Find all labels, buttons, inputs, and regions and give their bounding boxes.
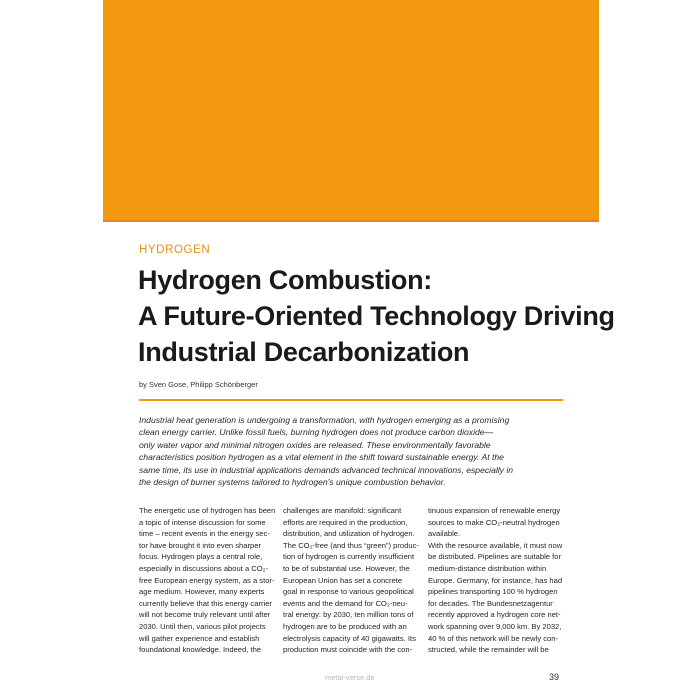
body-line: work spanning over 9,000 km. By 2032, <box>428 621 562 631</box>
abstract-line: characteristics position hydrogen as a vital element in the shift toward sustainable energy. At the <box>139 452 504 463</box>
body-line: The CO₂-free (and thus “green”) produc- <box>283 540 419 550</box>
body-line: 2030. Until then, various pilot projects <box>139 621 266 631</box>
body-line: The energetic use of hydrogen has been <box>139 506 276 515</box>
abstract-line: clean energy carrier. Unlike fossil fuels, burning hydrogen does not produce carbon dioxide— <box>139 427 494 438</box>
body-column-2 <box>283 505 418 656</box>
body-line: structed, while the remainder will be <box>428 645 549 655</box>
body-line: efforts are required in the production, <box>283 517 408 527</box>
title-line: Industrial Decarbonization <box>138 337 470 367</box>
byline: by Sven Gose, Philipp Schönberger <box>139 380 258 389</box>
body-column-3 <box>428 505 563 656</box>
header-color-block <box>103 0 599 222</box>
body-line: tinuous expansion of renewable energy <box>428 506 561 515</box>
footer-website: metal-verse.de <box>325 673 375 682</box>
body-line: currently believe that this energy carrier <box>139 598 272 608</box>
body-line: pipelines transporting 100 % hydrogen <box>428 587 558 597</box>
body-line: challenges are manifold: significant <box>283 506 402 515</box>
body-line: especially in discussions about a CO₂- <box>139 563 269 573</box>
body-line: foundational knowledge. Indeed, the <box>139 645 262 655</box>
body-line: production must coincide with the con- <box>283 645 413 655</box>
body-line: age medium. However, many experts <box>139 587 265 597</box>
body-line: available. <box>428 529 461 539</box>
body-line: tion of hydrogen is currently insufficient <box>283 552 415 562</box>
body-line: electrolysis capacity of 40 gigawatts. Its <box>283 633 416 643</box>
body-column-1 <box>139 505 274 656</box>
abstract-line: same time, its use in industrial applications demands advanced technical innovations, especially in <box>139 464 514 475</box>
body-line: be distributed. Pipelines are suitable for <box>428 552 561 562</box>
body-line: a topic of intense discussion for some <box>139 517 266 527</box>
magazine-page <box>103 0 615 700</box>
body-line: events and the demand for CO₂-neu- <box>283 598 408 608</box>
title-line: A Future-Oriented Technology Driving <box>138 301 615 331</box>
article-title <box>138 262 615 370</box>
body-line: to be of substantial use. However, the <box>283 563 410 573</box>
body-line: free European energy system, as a stor- <box>139 575 275 585</box>
body-line: 40 % of this network will be newly con- <box>428 633 558 643</box>
abstract-line: only water vapor and minimal nitrogen oxides are released. These environmentally favorable <box>139 439 491 450</box>
body-line: tral energy: by 2030, ten million tons of <box>283 610 414 620</box>
abstract-line: the design of burner systems tailored to hydrogen's unique combustion behavior. <box>139 477 446 488</box>
body-line: will not become truly relevant until after <box>139 610 271 620</box>
body-line: European Union has set a concrete <box>283 575 403 585</box>
page-number: 39 <box>549 672 560 682</box>
body-line: medium-distance distribution within <box>428 563 547 573</box>
body-line: will gather experience and establish <box>139 633 260 643</box>
body-line: With the resource available, it must now <box>428 540 563 550</box>
section-label: HYDROGEN <box>139 244 211 256</box>
body-line: focus. Hydrogen plays a central role, <box>139 552 263 562</box>
body-line: Europe. Germany, for instance, has had <box>428 575 563 585</box>
body-line: tor have brought it into even sharper <box>139 540 261 550</box>
divider-rule <box>139 399 563 401</box>
title-line: Hydrogen Combustion: <box>138 265 432 295</box>
abstract-line: Industrial heat generation is undergoing a transformation, with hydrogen emerging as a promising <box>139 415 510 425</box>
body-line: hydrogen are to be produced with an <box>283 621 407 631</box>
abstract <box>139 414 563 488</box>
body-line: sources to make CO₂-neutral hydrogen <box>428 517 560 527</box>
body-line: for decades. The Bundesnetzagentur <box>428 598 553 608</box>
body-line: time – recent events in the energy sec- <box>139 529 270 539</box>
body-line: goal in response to various geopolitical <box>283 587 414 597</box>
body-line: recently approved a hydrogen core net- <box>428 610 561 620</box>
body-line: distribution, and utilization of hydrogen. <box>283 529 415 539</box>
